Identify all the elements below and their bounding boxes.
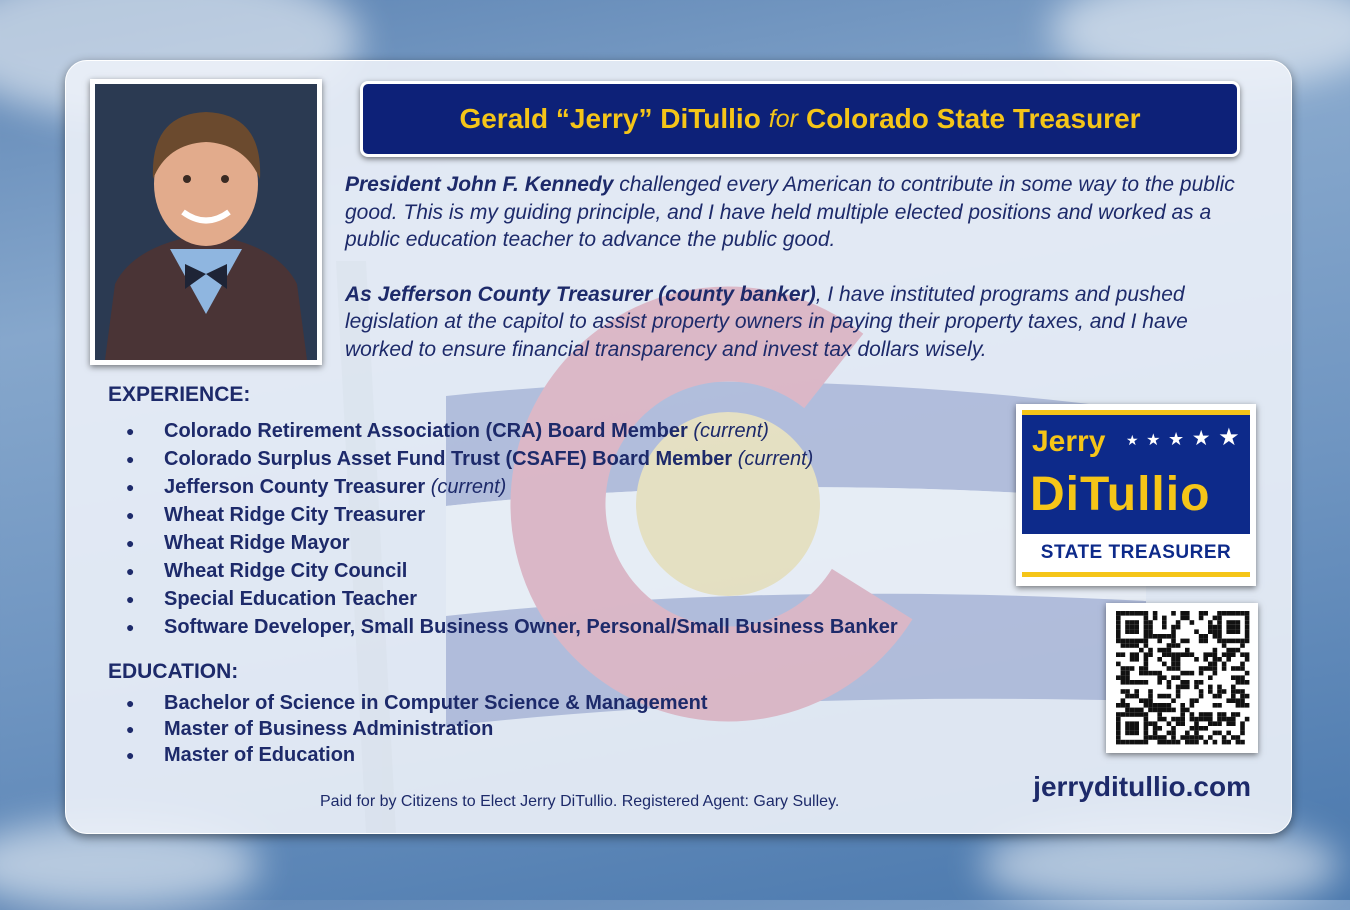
list-item (108, 473, 898, 501)
intro-paragraph-1 (345, 171, 1245, 254)
bullet-icon: ● (126, 423, 135, 439)
qr-code-icon (1106, 603, 1258, 753)
title-for: for (768, 104, 798, 133)
list-item (108, 445, 898, 473)
logo-panel (1022, 410, 1250, 534)
education-item-text: Bachelor of Science in Computer Science & Management (164, 692, 708, 714)
portrait-illustration (95, 84, 317, 360)
bullet-icon: ● (126, 747, 135, 763)
experience-heading: EXPERIENCE: (108, 383, 251, 406)
logo-rule (1022, 572, 1250, 577)
experience-item-text: Software Developer, Small Business Owner, Personal/Small Business Banker (164, 616, 898, 638)
education-heading: EDUCATION: (108, 660, 239, 683)
experience-item-text: Wheat Ridge City Treasurer (164, 504, 426, 526)
intro-p2-rest: , I have instituted programs and pushed legislation at the capitol to assist property owners in paying their property taxes, and I have worked to ensure financial transparency and invest tax dollars wisely. (345, 282, 1188, 361)
experience-item-note: (current) (430, 476, 507, 498)
bullet-icon: ● (126, 695, 135, 711)
experience-item-text: Colorado Surplus Asset Fund Trust (CSAFE) Board Member (164, 448, 733, 470)
campaign-logo (1016, 404, 1256, 586)
bullet-icon: ● (126, 591, 135, 607)
logo-first-name: Jerry (1032, 425, 1106, 458)
candidate-name: Gerald “Jerry” DiTullio (459, 103, 761, 134)
bullet-icon: ● (126, 563, 135, 579)
experience-item-note: (current) (693, 420, 769, 442)
bullet-icon: ● (126, 721, 135, 737)
bullet-icon: ● (126, 619, 135, 635)
website-link[interactable]: jerryditullio.com (1033, 771, 1251, 802)
list-item (108, 716, 707, 742)
education-item-text: Master of Business Administration (164, 718, 494, 740)
experience-item-text: Special Education Teacher (164, 588, 418, 610)
disclaimer: Paid for by Citizens to Elect Jerry DiTullio. Registered Agent: Gary Sulley. (320, 793, 840, 810)
bullet-icon: ● (126, 507, 135, 523)
star-icon: ★ ★ ★ ★ ★ (1126, 424, 1241, 451)
experience-item-text: Colorado Retirement Association (CRA) Board Member (164, 420, 688, 442)
qr-code[interactable] (1106, 603, 1258, 753)
logo-last-name: DiTullio (1030, 468, 1211, 521)
office-name: Colorado State Treasurer (805, 103, 1141, 134)
bullet-icon: ● (126, 535, 135, 551)
list-item (108, 529, 898, 557)
list-item (108, 585, 898, 613)
campaign-card (65, 60, 1292, 834)
education-item-text: Master of Education (164, 744, 356, 766)
list-item (108, 557, 898, 585)
bullet-icon: ● (126, 479, 135, 495)
logo-office: STATE TREASURER (1040, 542, 1232, 563)
intro-paragraph-2 (345, 281, 1245, 364)
list-item (108, 742, 707, 768)
experience-item-text: Jefferson County Treasurer (164, 476, 426, 498)
bullet-icon: ● (126, 451, 135, 467)
intro-p2-bold: As Jefferson County Treasurer (county banker) (345, 282, 816, 306)
experience-item-text: Wheat Ridge City Council (164, 560, 408, 582)
experience-item-text: Wheat Ridge Mayor (164, 532, 350, 554)
list-item (108, 690, 707, 716)
candidate-photo (90, 79, 322, 365)
title-banner (360, 81, 1240, 157)
list-item (108, 501, 898, 529)
intro-text (345, 171, 1245, 390)
experience-item-note: (current) (737, 448, 814, 470)
list-item (108, 417, 898, 445)
list-item (108, 613, 898, 641)
intro-p1-bold: President John F. Kennedy (345, 173, 614, 196)
experience-list (108, 417, 898, 641)
intro-p1-rest: challenged every American to contribute in some way to the public good. This is my guiding principle, and I have held multiple elected positions and worked as a public education teacher to advance the public good. (345, 173, 1235, 251)
education-list (108, 690, 707, 768)
